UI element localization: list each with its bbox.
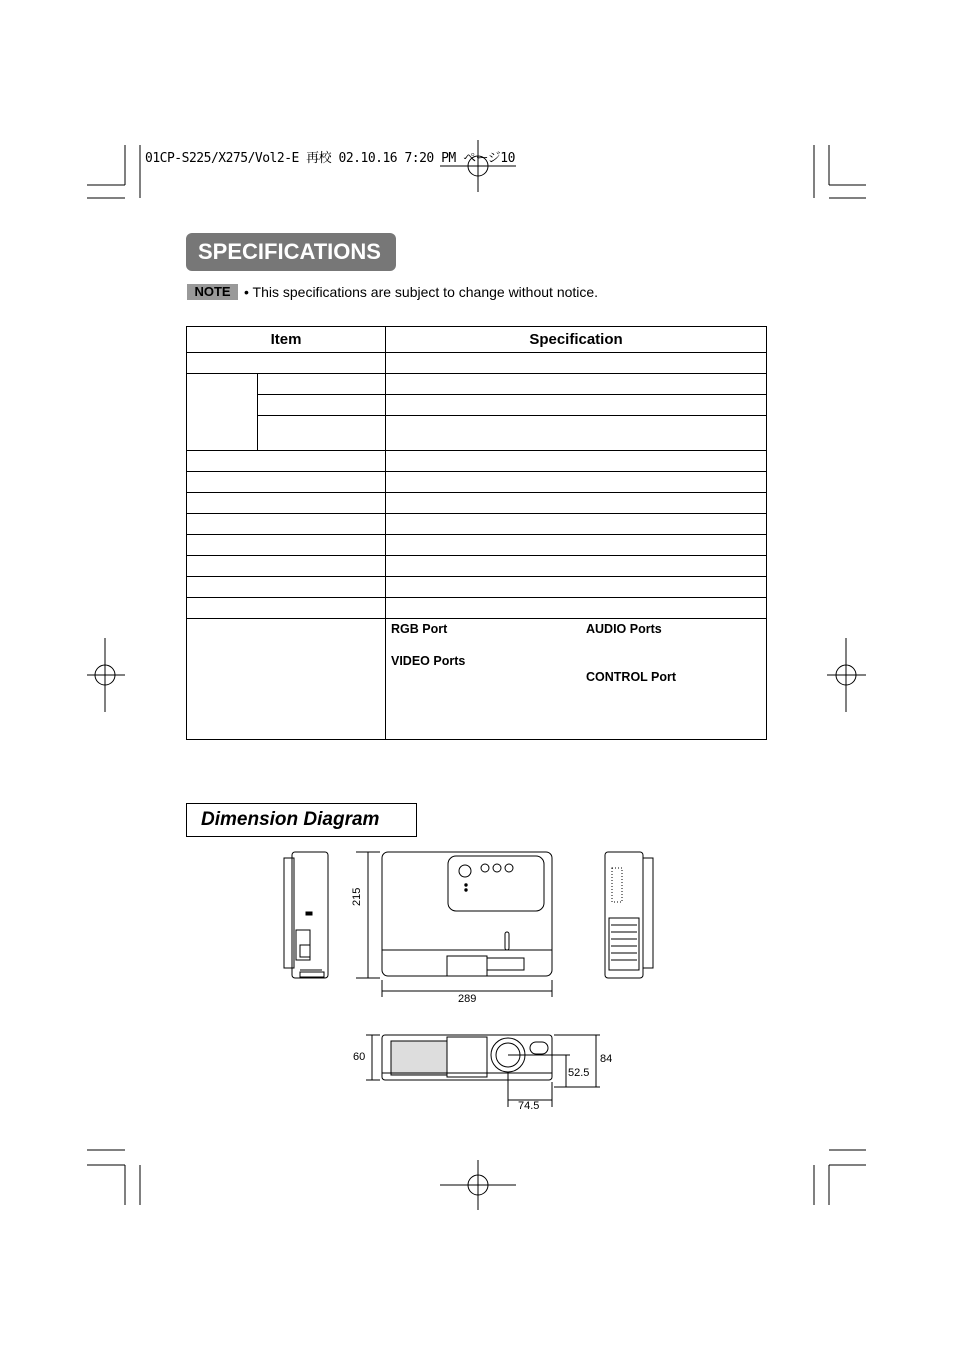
video-ports-label: VIDEO Ports [391, 654, 466, 668]
dim-label-width: 289 [458, 993, 477, 1005]
print-header: 01CP-S225/X275/Vol2-E 再校 02.10.16 7:20 PM ページ10 [145, 151, 515, 166]
dim-label-height-body: 60 [353, 1051, 366, 1063]
side-view-left [284, 852, 328, 978]
page-title: SPECIFICATIONS [186, 233, 396, 271]
side-view-right [605, 852, 653, 978]
note-text: • This specifications are subject to change without notice. [244, 284, 599, 300]
front-view [366, 1035, 600, 1107]
top-view [356, 852, 552, 997]
dim-label-depth: 215 [351, 887, 363, 906]
audio-ports-label: AUDIO Ports [586, 622, 662, 636]
rgb-port-label: RGB Port [391, 622, 448, 636]
dim-label-lens-offset: 74.5 [518, 1100, 540, 1112]
col-header-spec: Specification [386, 327, 767, 353]
col-header-item: Item [187, 327, 386, 353]
dimension-diagram-title: Dimension Diagram [186, 803, 417, 837]
control-port-label: CONTROL Port [586, 670, 677, 684]
dim-label-height-total: 84 [600, 1053, 613, 1065]
note-badge: NOTE [187, 284, 238, 300]
dim-label-lens-height: 52.5 [568, 1067, 590, 1079]
